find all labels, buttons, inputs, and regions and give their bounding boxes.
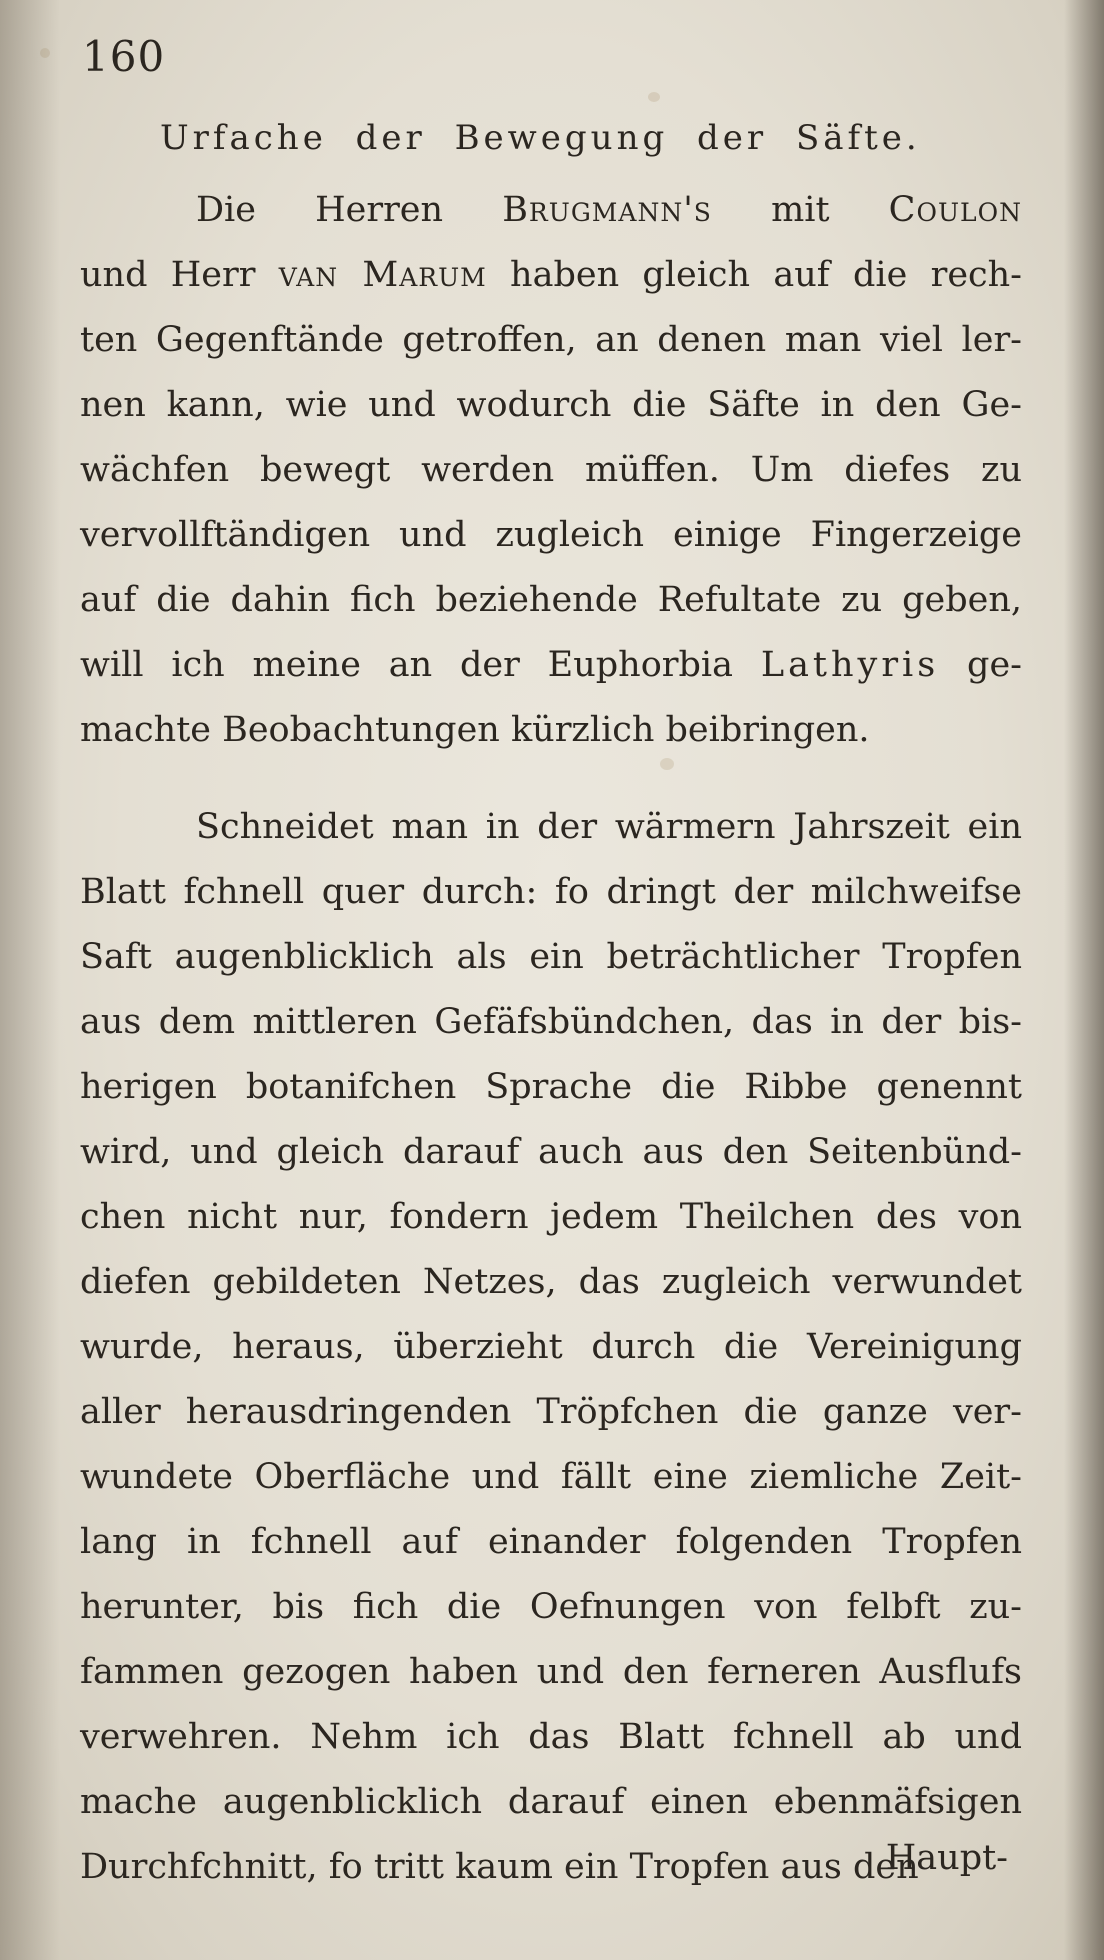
paper-stain [648,92,660,102]
text-segment: fammen gezogen haben und den ferneren Ausflufs [80,1652,1022,1692]
text-line [80,860,1022,925]
text-segment: herigen botanifchen Sprache die Ribbe genennt [80,1067,1022,1107]
text-line [80,1575,1022,1640]
text-segment: aus dem mittleren Gefäfsbündchen, das in der bis- [80,1002,1022,1042]
text-segment: wurde, heraus, überzieht durch die Vereinigung [80,1327,1022,1367]
text-line [80,438,1022,503]
text-segment: will ich meine an der Euphorbia [80,645,761,685]
text-line [80,1250,1022,1315]
text-segment: haben gleich auf die rech- [486,255,1023,295]
text-line [80,633,1022,698]
text-segment: machte Beobachtungen kürzlich beibringen. [80,710,870,750]
text-segment: aller herausdringenden Tröpfchen die ganze ver- [80,1392,1022,1432]
text-line [80,1055,1022,1120]
text-line [80,1315,1022,1380]
person-name: Coulon [888,190,1022,230]
text-segment: auf die dahin fich beziehende Refultate zu geben, [80,580,1022,620]
text-segment: verwehren. Nehm ich das Blatt fchnell ab und [80,1717,1022,1757]
text-segment: wundete Oberfläche und fällt eine ziemliche Zeit- [80,1457,1022,1497]
text-line [80,1770,1022,1835]
text-line [80,698,1022,763]
text-segment: Schneidet man in der wärmern Jahrszeit ein [196,807,1022,847]
text-segment: und Herr [80,255,279,295]
paragraph [80,795,1022,1900]
text-line [80,178,1022,243]
paper-stain [40,48,50,58]
person-name: van Marum [278,255,487,295]
text-segment: ge- [939,645,1022,685]
text-segment: herunter, bis fich die Oefnungen von felbft zu- [80,1587,1022,1627]
text-line [80,308,1022,373]
text-line [80,1705,1022,1770]
text-line [80,925,1022,990]
text-line [80,1445,1022,1510]
text-segment: Saft augenblicklich als ein beträchtlicher Tropfen [80,937,1022,977]
text-segment: Die Herren [196,190,503,230]
section-heading: Urfache der Bewegung der Säfte. [160,118,921,158]
text-line [80,795,1022,860]
text-line [80,990,1022,1055]
text-segment: diefen gebildeten Netzes, das zugleich verwundet [80,1262,1022,1302]
text-segment: mache augenblicklich darauf einen ebenmäfsigen [80,1782,1022,1822]
text-segment: nen kann, wie und wodurch die Säfte in den Ge- [80,385,1022,425]
text-line [80,1380,1022,1445]
text-segment: lang in fchnell auf einander folgenden Tropfen [80,1522,1022,1562]
text-segment: wird, und gleich darauf auch aus den Seitenbünd- [80,1132,1022,1172]
text-segment: mit [711,190,889,230]
text-segment: ten Gegenftände getroffen, an denen man viel ler- [80,320,1022,360]
text-line [80,1185,1022,1250]
text-segment: Durchfchnitt, fo tritt kaum ein Tropfen aus den [80,1847,919,1887]
text-segment: chen nicht nur, fondern jedem Theilchen des von [80,1197,1022,1237]
person-name: Brugmann's [502,190,712,230]
text-line [80,1835,1022,1900]
text-segment: wächfen bewegt werden müffen. Um diefes zu [80,450,1022,490]
page-number: 160 [82,32,166,81]
text-line [80,1640,1022,1705]
catchword: Haupt- [885,1838,1008,1878]
text-segment: Blatt fchnell quer durch: fo dringt der milchweifse [80,872,1022,912]
text-segment: vervollftändigen und zugleich einige Fingerzeige [80,515,1022,555]
text-line [80,1120,1022,1185]
text-line [80,568,1022,633]
text-line [80,373,1022,438]
text-line [80,243,1022,308]
text-line [80,1510,1022,1575]
paragraph [80,178,1022,763]
text-line [80,503,1022,568]
species-name: Lathyris [760,645,940,685]
